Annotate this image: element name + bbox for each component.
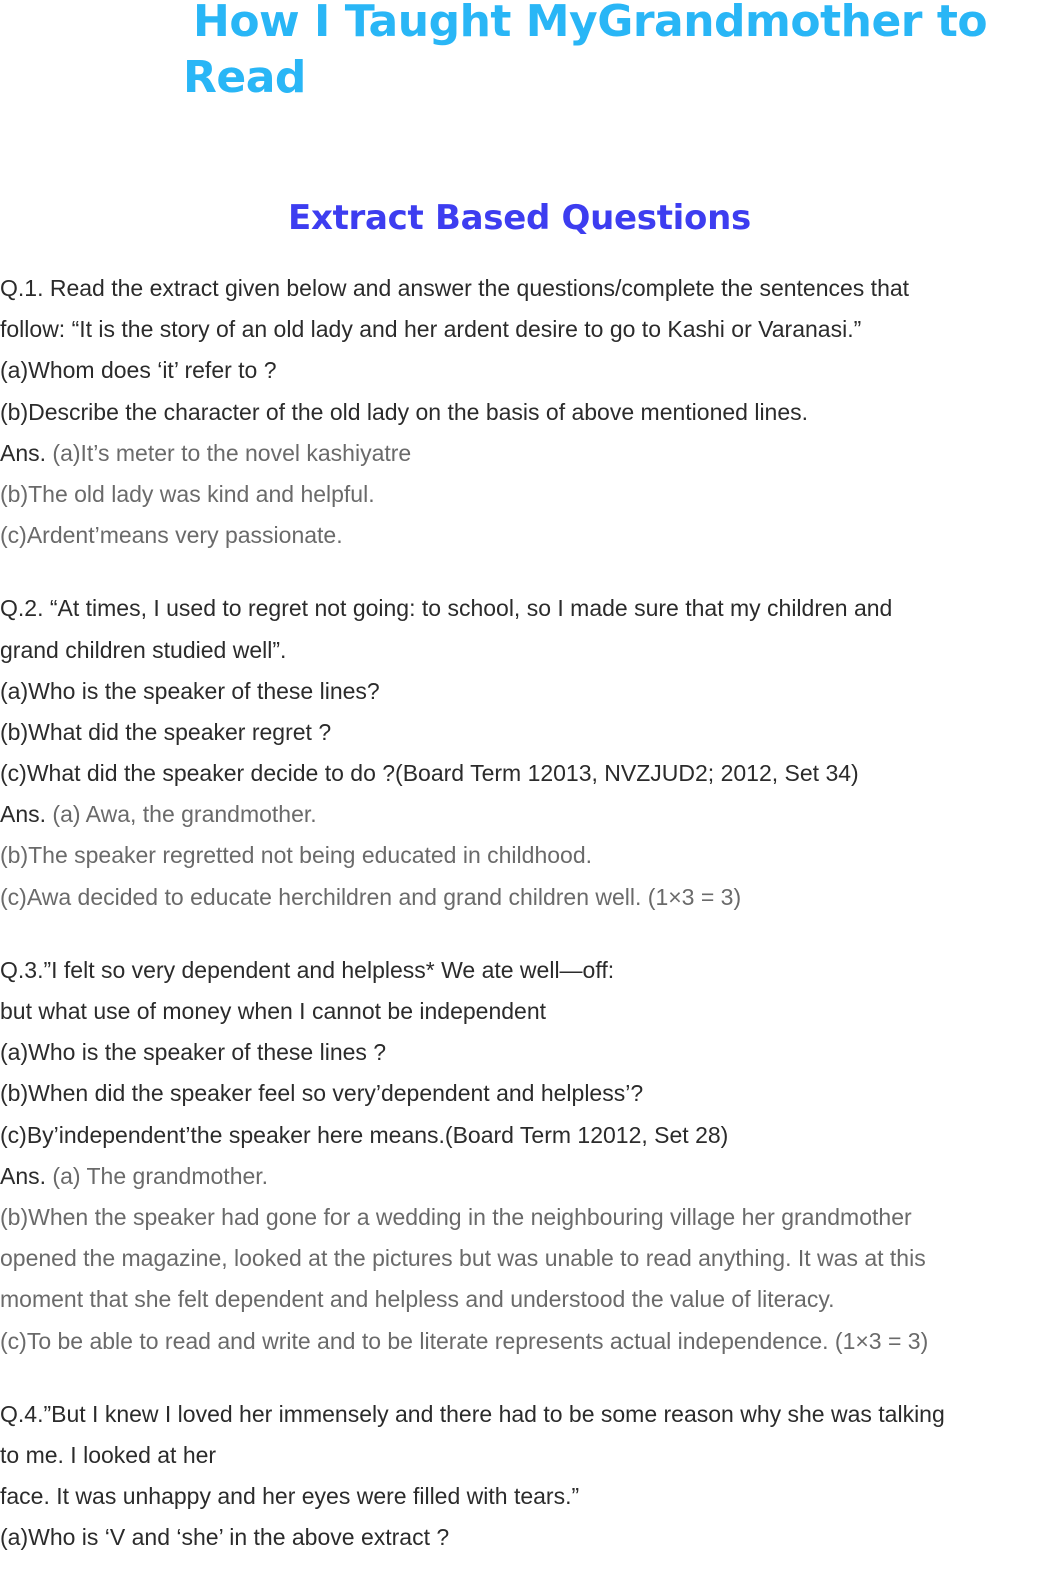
- question-line: grand children studied well”.: [0, 636, 287, 663]
- question-line: face. It was unhappy and her eyes were filled with tears.”: [0, 1483, 580, 1510]
- answer-label: Ans.: [0, 439, 47, 466]
- answer-text: (a) The grandmother.: [46, 1162, 269, 1189]
- question-block-2: [0, 588, 1039, 918]
- answer-line: (c)Awa decided to educate herchildren and grand children well. (1×3 = 3): [0, 883, 742, 910]
- question-line: Q.1. Read the extract given below and answer the questions/complete the sentences that: [0, 275, 910, 301]
- question-line: (b)When did the speaker feel so very’dependent and helpless’?: [0, 1080, 644, 1107]
- answer-line: (b)The old lady was kind and helpful.: [0, 480, 375, 507]
- answer-text: (a)It’s meter to the novel kashiyatre: [46, 439, 412, 466]
- question-line: (a)Who is the speaker of these lines ?: [0, 1039, 387, 1066]
- answer-line: [0, 794, 1039, 835]
- question-line: (b)Describe the character of the old lady on the basis of above mentioned lines.: [0, 398, 809, 425]
- section-heading: Extract Based Questions: [288, 198, 751, 238]
- answer-line: (c)Ardent’means very passionate.: [0, 522, 343, 549]
- answer-line: [0, 1156, 1039, 1197]
- question-line: (c)By’independent’the speaker here means.(Board Term 12012, Set 28): [0, 1121, 729, 1148]
- answer-label: Ans.: [0, 1162, 47, 1189]
- page-title: [183, 0, 1003, 106]
- spacer: [0, 1362, 1039, 1394]
- answer-line: (c)To be able to read and write and to be literate represents actual independence. (1×3 = 3): [0, 1327, 929, 1354]
- answer-line: (b)When the speaker had gone for a wedding in the neighbouring village her grandmother: [0, 1203, 912, 1230]
- page-title-line-2: Read: [183, 52, 306, 103]
- answer-line: moment that she felt dependent and helpless and understood the value of literacy.: [0, 1286, 835, 1313]
- answer-line: (b)The speaker regretted not being educated in childhood.: [0, 842, 593, 869]
- question-line: (b)What did the speaker regret ?: [0, 718, 332, 745]
- question-line: Q.2. “At times, I used to regret not going: to school, so I made sure that my children and: [0, 595, 893, 622]
- question-line: (a)Whom does ‘it’ refer to ?: [0, 357, 277, 384]
- question-line: (c)What did the speaker decide to do ?(Board Term 12013, NVZJUD2; 2012, Set 34): [0, 760, 859, 787]
- question-line: (a)Who is the speaker of these lines?: [0, 677, 380, 704]
- question-line: follow: “It is the story of an old lady and her ardent desire to go to Kashi or Varanasi.”: [0, 316, 862, 343]
- answer-line: [0, 433, 1039, 474]
- question-block-3: [0, 950, 1039, 1362]
- question-line: to me. I looked at her: [0, 1441, 217, 1468]
- question-line: but what use of money when I cannot be independent: [0, 998, 547, 1024]
- question-line: Q.3.”I felt so very dependent and helpless* We ate well—off:: [0, 956, 615, 983]
- question-block-1: [0, 268, 1039, 556]
- spacer: [0, 918, 1039, 950]
- spacer: [0, 556, 1039, 588]
- answer-line: opened the magazine, looked at the pictures but was unable to read anything. It was at this: [0, 1245, 926, 1272]
- answer-label: Ans.: [0, 801, 47, 828]
- answer-text: (a) Awa, the grandmother.: [46, 801, 317, 828]
- question-line: (a)Who is ‘V and ‘she’ in the above extract ?: [0, 1524, 450, 1551]
- questions-content: [0, 268, 1039, 1558]
- question-block-4: [0, 1394, 1039, 1559]
- page-title-line-1: How I Taught MyGrandmother to: [193, 0, 988, 47]
- question-line: Q.4.”But I knew I loved her immensely and there had to be some reason why she was talking: [0, 1400, 945, 1427]
